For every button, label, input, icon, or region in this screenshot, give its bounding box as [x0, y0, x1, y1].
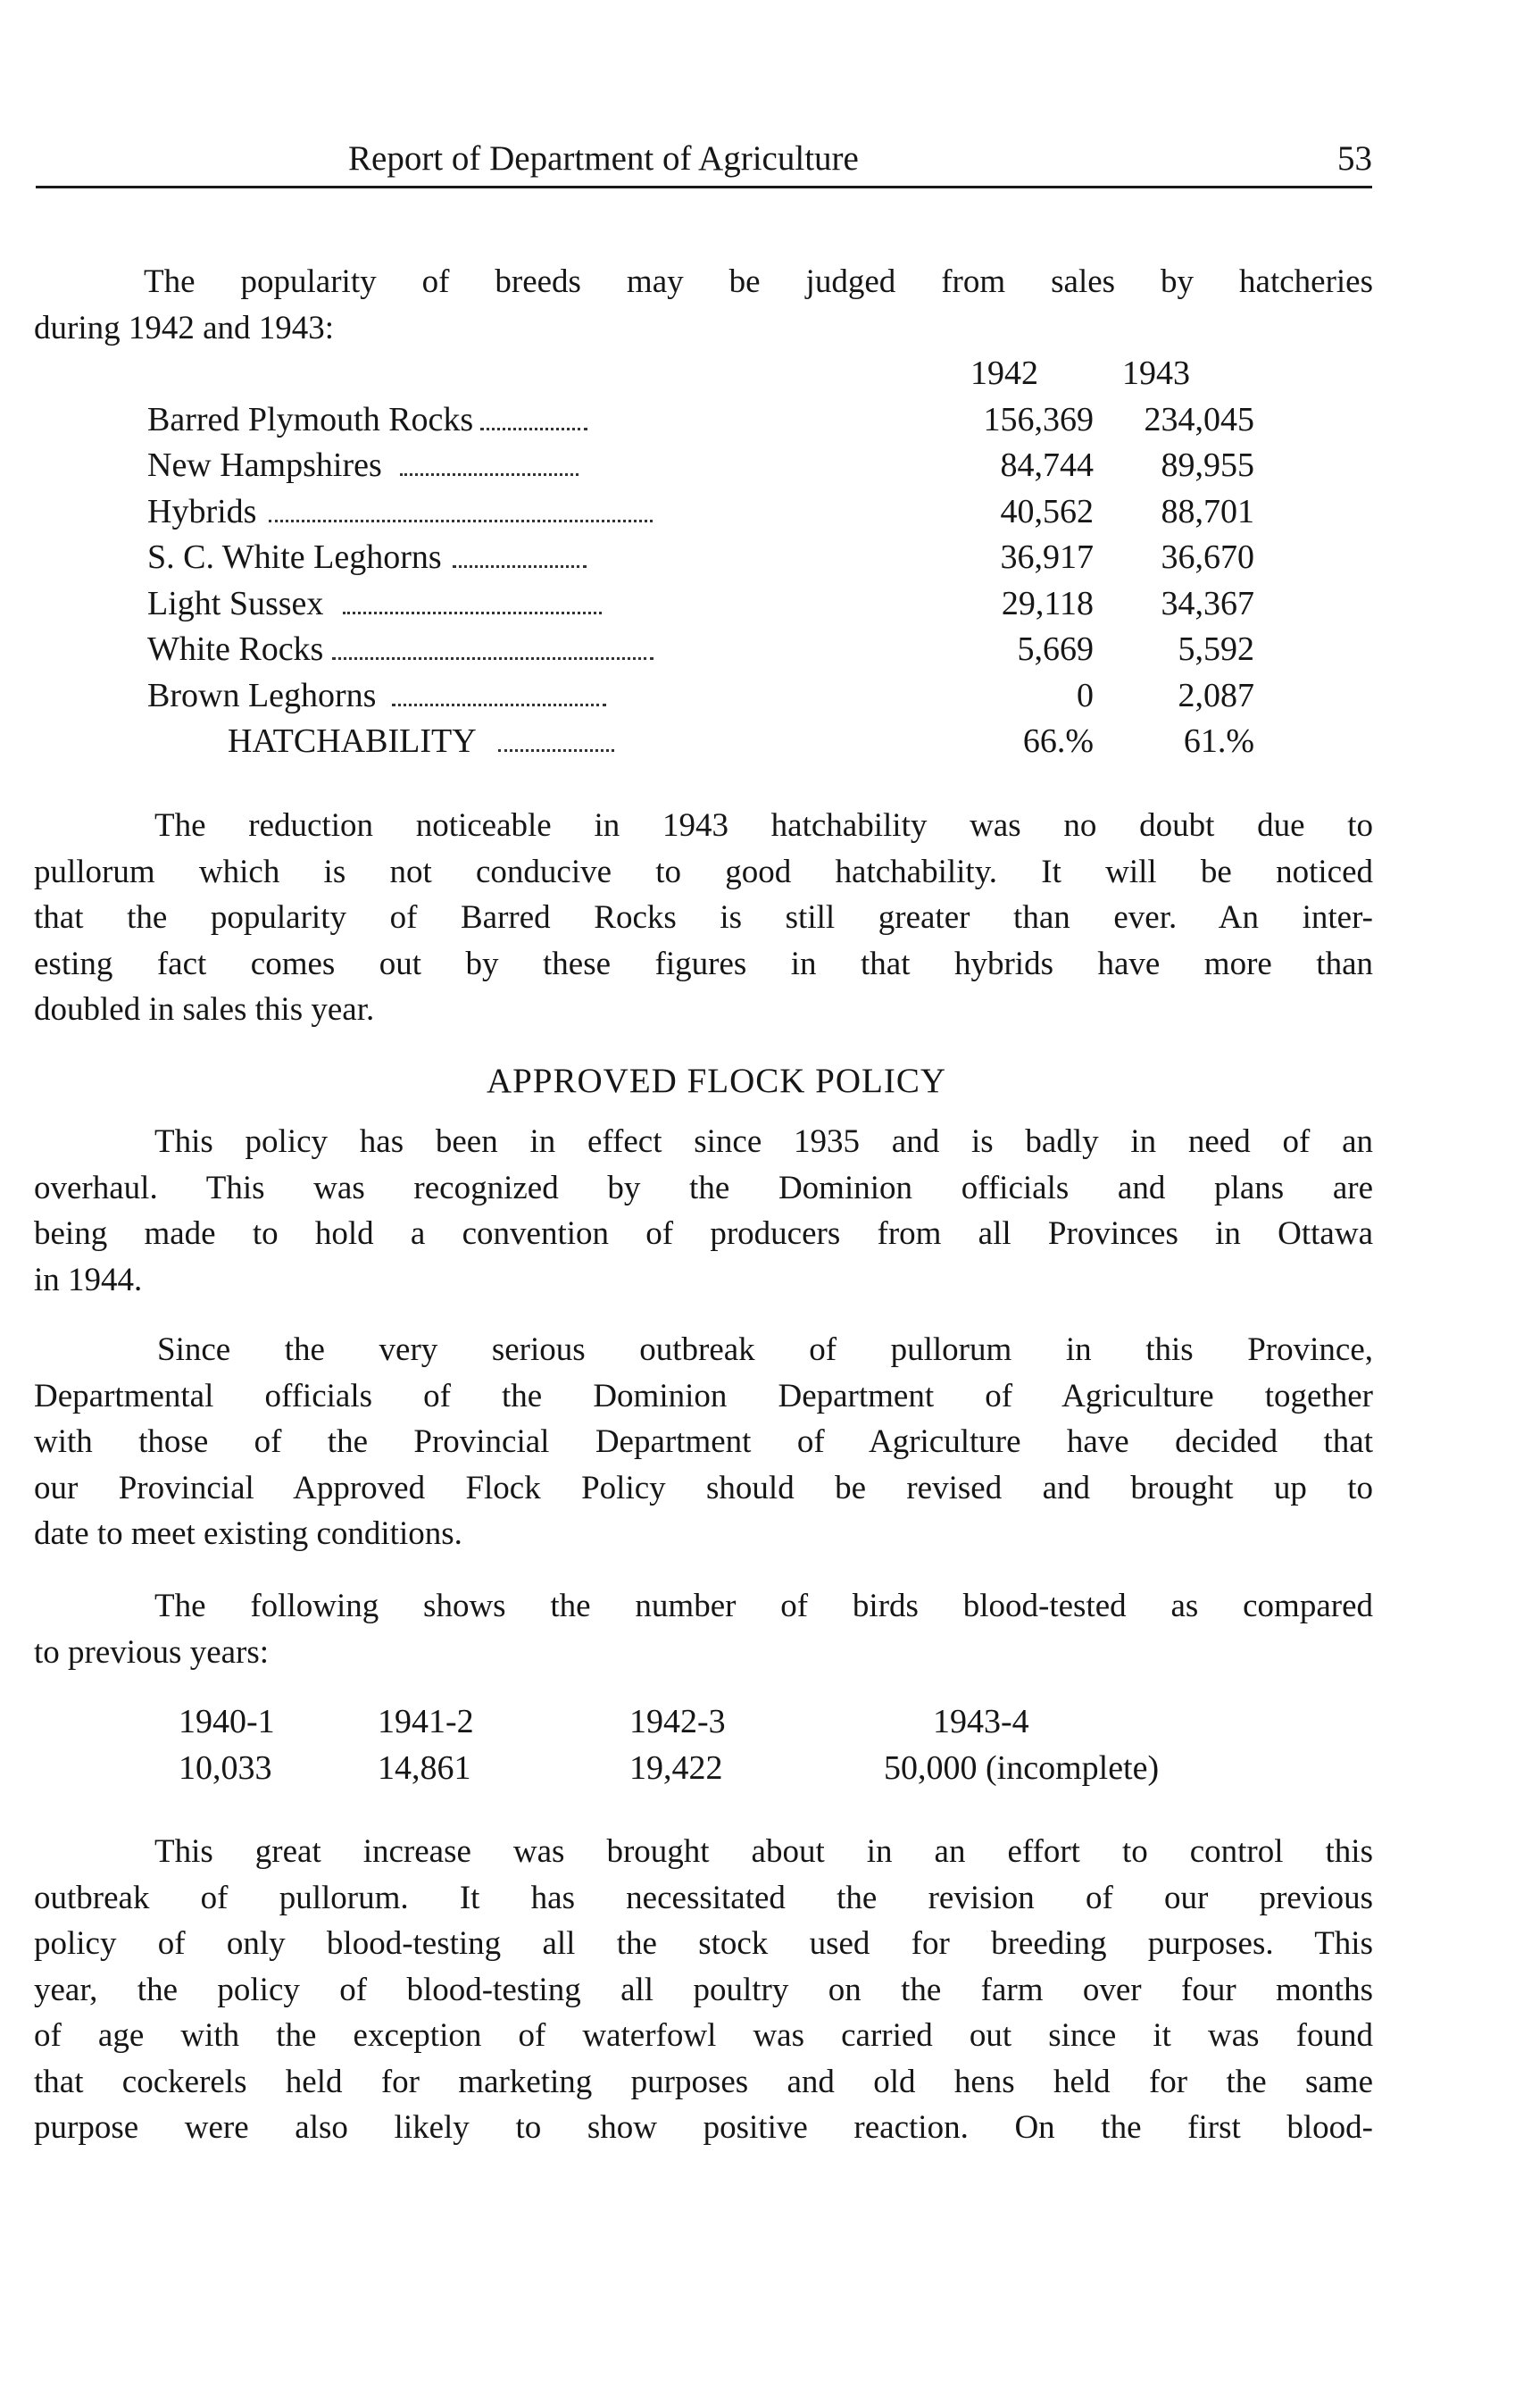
dot-leader	[453, 565, 587, 568]
text-line: with those of the Provincial Department of Agriculture have decided that	[34, 1423, 1373, 1460]
breed-name: White Rocks	[147, 630, 324, 668]
sales-1943: 34,367	[1161, 584, 1254, 622]
sales-1942: 84,744	[1000, 446, 1094, 484]
breed-name: New Hampshires	[147, 446, 382, 484]
column-header-1942: 1942	[970, 355, 1038, 392]
breed-label	[147, 443, 579, 489]
breed-name: Hybrids	[147, 492, 257, 530]
text-line: esting fact comes out by these figures in that hybrids have more than	[34, 945, 1373, 982]
column-header-1943: 1943	[1122, 355, 1190, 392]
text-line: Departmental officials of the Dominion Department of Agriculture together	[34, 1377, 1373, 1414]
text-line: of age with the exception of waterfowl was carried out since it was found	[34, 2017, 1373, 2054]
table-row	[147, 443, 1254, 489]
text-line: The reduction noticeable in 1943 hatchability was no doubt due to	[154, 807, 1373, 844]
text-line: to previous years:	[34, 1633, 270, 1671]
page-number: 53	[1337, 139, 1372, 178]
year-label: 1940-1	[179, 1703, 275, 1740]
dot-leader	[269, 520, 653, 522]
reduction-paragraph	[34, 803, 1373, 1033]
running-header	[36, 136, 1372, 188]
text-line: Since the very serious outbreak of pullorum in this Province,	[157, 1331, 1373, 1368]
blood-test-intro-paragraph	[34, 1583, 1373, 1675]
table-row	[179, 1746, 1250, 1792]
bird-count: 50,000 (incomplete)	[884, 1748, 1160, 1787]
sales-1943: 88,701	[1161, 492, 1254, 530]
blood-test-table	[179, 1699, 1250, 1791]
breed-label	[147, 673, 606, 720]
bird-count: 10,033	[179, 1748, 272, 1787]
year-label: 1942-3	[629, 1703, 726, 1740]
text-line: This great increase was brought about in an effort to control this	[154, 1833, 1373, 1870]
breed-label	[147, 397, 587, 444]
year-label: 1941-2	[378, 1703, 474, 1740]
dot-leader	[400, 473, 579, 476]
table-row	[179, 1699, 1250, 1746]
text-line: outbreak of pullorum. It has necessitated the revision of our previous	[34, 1879, 1373, 1916]
table-row	[147, 673, 1254, 720]
text-line: policy of only blood-testing all the stock used for breeding purposes. This	[34, 1925, 1373, 1962]
text-line: This policy has been in effect since 1935 and is badly in need of an	[154, 1123, 1373, 1160]
outbreak-paragraph	[34, 1327, 1373, 1557]
text-line: doubled in sales this year.	[34, 991, 375, 1028]
hatchability-1943: 61.%	[1183, 722, 1254, 760]
text-line: pullorum which is not conducive to good hatchability. It will be noticed	[34, 853, 1373, 890]
sales-1943: 36,670	[1161, 538, 1254, 576]
hatchability-row	[147, 719, 1254, 765]
sales-1942: 156,369	[983, 400, 1094, 438]
sales-1942: 5,669	[1017, 630, 1094, 668]
text-line: overhaul. This was recognized by the Dominion officials and plans are	[34, 1169, 1373, 1206]
text-line: that the popularity of Barred Rocks is still greater than ever. An inter-	[34, 899, 1373, 936]
sales-1943: 5,592	[1178, 630, 1254, 668]
breed-name: Barred Plymouth Rocks	[147, 400, 474, 438]
table-header-row	[147, 351, 1254, 397]
sales-1943: 2,087	[1178, 676, 1254, 714]
table-row	[147, 489, 1254, 536]
dot-leader	[343, 612, 602, 614]
running-title: Report of Department of Agriculture	[348, 139, 859, 178]
breed-label	[147, 489, 653, 536]
text-line: our Provincial Approved Flock Policy should be revised and brought up to	[34, 1469, 1373, 1506]
dot-leader	[498, 749, 614, 752]
text-line: purpose were also likely to show positive reaction. On the first blood-	[34, 2109, 1373, 2146]
hatchability-label	[228, 719, 614, 765]
section-heading-text: APPROVED FLOCK POLICY	[486, 1062, 947, 1100]
bird-count: 19,422	[629, 1748, 723, 1787]
text-line: being made to hold a convention of producers from all Provinces in Ottawa	[34, 1215, 1373, 1252]
table-row	[147, 627, 1254, 673]
breed-label	[147, 627, 653, 673]
sales-1942: 40,562	[1000, 492, 1094, 530]
intro-paragraph	[34, 259, 1373, 351]
sales-1942: 36,917	[1000, 538, 1094, 576]
section-heading	[0, 1058, 1540, 1105]
breed-sales-table	[147, 351, 1254, 765]
text-line: during 1942 and 1943:	[34, 309, 335, 346]
bird-count: 14,861	[378, 1748, 471, 1787]
dot-leader	[480, 428, 587, 430]
sales-1942: 0	[1077, 676, 1094, 714]
dot-leader	[332, 657, 653, 660]
text-line: The popularity of breeds may be judged from sales by hatcheries	[144, 263, 1373, 300]
sales-1943: 89,955	[1161, 446, 1254, 484]
year-label: 1943-4	[933, 1703, 1029, 1740]
text-line: year, the policy of blood-testing all poultry on the farm over four months	[34, 1971, 1373, 2008]
breed-name: Brown Leghorns	[147, 676, 377, 714]
breed-name: S. C. White Leghorns	[147, 538, 442, 576]
dot-leader	[392, 704, 606, 706]
text-line: in 1944.	[34, 1261, 143, 1298]
hatchability-1942: 66.%	[1022, 722, 1094, 760]
table-row	[147, 397, 1254, 444]
table-row	[147, 581, 1254, 628]
policy-paragraph	[34, 1119, 1373, 1303]
breed-name: Light Sussex	[147, 584, 324, 622]
text-line: date to meet existing conditions.	[34, 1515, 462, 1552]
text-line: that cockerels held for marketing purposes and old hens held for the same	[34, 2063, 1373, 2100]
breed-label	[147, 535, 587, 581]
breed-label	[147, 581, 602, 628]
sales-1943: 234,045	[1144, 400, 1254, 438]
sales-1942: 29,118	[1001, 584, 1094, 622]
text-line: The following shows the number of birds blood-tested as compared	[154, 1588, 1373, 1624]
hatchability-text: HATCHABILITY	[228, 722, 477, 760]
table-row	[147, 535, 1254, 581]
increase-paragraph	[34, 1829, 1373, 2151]
